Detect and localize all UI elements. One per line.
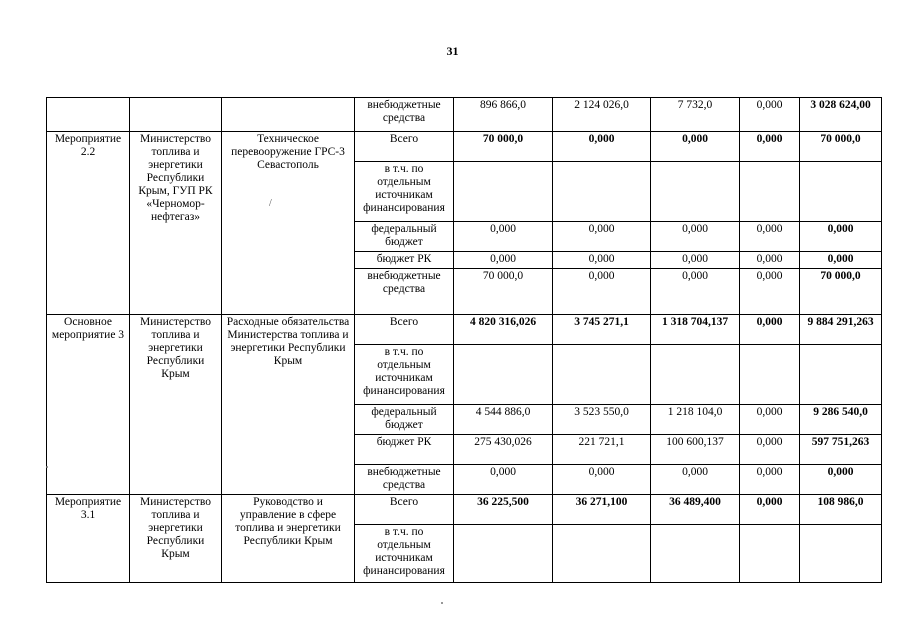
- table-row: [47, 315, 882, 345]
- source-cell: Всего: [355, 495, 454, 525]
- value-cell: 0,000: [740, 495, 800, 525]
- value-cell: [553, 345, 651, 405]
- value-cell: 0,000: [553, 465, 651, 495]
- description-cell: [222, 98, 355, 132]
- value-cell: 70 000,0: [454, 269, 553, 315]
- value-cell: 100 600,137: [651, 435, 740, 465]
- total-cell: 597 751,263: [800, 435, 882, 465]
- value-cell: 221 721,1: [553, 435, 651, 465]
- value-cell: [651, 162, 740, 222]
- value-cell: [740, 525, 800, 583]
- value-cell: [454, 345, 553, 405]
- value-cell: 0,000: [454, 465, 553, 495]
- source-cell: бюджет РК: [355, 252, 454, 269]
- value-cell: [651, 345, 740, 405]
- source-cell: внебюджетные средства: [355, 269, 454, 315]
- value-cell: [740, 162, 800, 222]
- total-cell: 0,000: [800, 252, 882, 269]
- value-cell: 3 523 550,0: [553, 405, 651, 435]
- source-cell: в т.ч. по отдельным источникам финансирования: [355, 162, 454, 222]
- value-cell: 0,000: [454, 222, 553, 252]
- executor-cell: Министерство топлива и энергетики Республики Крым: [130, 315, 222, 495]
- stray-pen-mark: /: [269, 198, 272, 209]
- value-cell: [454, 525, 553, 583]
- value-cell: 0,000: [553, 132, 651, 162]
- value-cell: 0,000: [740, 435, 800, 465]
- value-cell: 896 866,0: [454, 98, 553, 132]
- value-cell: 0,000: [651, 465, 740, 495]
- total-cell: 9 286 540,0: [800, 405, 882, 435]
- value-cell: 0,000: [740, 269, 800, 315]
- total-cell: [800, 162, 882, 222]
- value-cell: 36 489,400: [651, 495, 740, 525]
- measure-cell: Мероприятие 2.2: [47, 132, 130, 315]
- value-cell: [553, 162, 651, 222]
- value-cell: 36 225,500: [454, 495, 553, 525]
- value-cell: 0,000: [740, 252, 800, 269]
- measure-cell: [47, 98, 130, 132]
- source-cell: Всего: [355, 315, 454, 345]
- source-cell: федеральный бюджет: [355, 405, 454, 435]
- source-cell: в т.ч. по отдельным источникам финансирования: [355, 525, 454, 583]
- value-cell: 4 544 886,0: [454, 405, 553, 435]
- value-cell: 0,000: [651, 222, 740, 252]
- value-cell: 0,000: [454, 252, 553, 269]
- table-row: [47, 98, 882, 132]
- table-row: [47, 495, 882, 525]
- source-cell: в т.ч. по отдельным источникам финансирования: [355, 345, 454, 405]
- value-cell: 0,000: [651, 269, 740, 315]
- total-cell: 70 000,0: [800, 269, 882, 315]
- value-cell: 0,000: [553, 252, 651, 269]
- description-cell: Расходные обязательства Министерства топлива и энергетики Республики Крым: [222, 315, 355, 495]
- measure-cell: Мероприятие 3.1: [47, 495, 130, 583]
- source-cell: внебюджетные средства: [355, 98, 454, 132]
- stray-dot: [46, 466, 48, 468]
- stray-dot: [441, 602, 443, 604]
- value-cell: 0,000: [740, 465, 800, 495]
- executor-cell: Министерство топлива и энергетики Республики Крым: [130, 495, 222, 583]
- source-cell: бюджет РК: [355, 435, 454, 465]
- value-cell: 0,000: [651, 252, 740, 269]
- value-cell: [740, 345, 800, 405]
- value-cell: [454, 162, 553, 222]
- description-cell: Техническое перевооружение ГРС-3 Севастополь: [222, 132, 355, 315]
- description-cell: Руководство и управление в сфере топлива и энергетики Республики Крым: [222, 495, 355, 583]
- value-cell: [651, 525, 740, 583]
- value-cell: 275 430,026: [454, 435, 553, 465]
- budget-table: [46, 97, 882, 583]
- value-cell: 70 000,0: [454, 132, 553, 162]
- value-cell: 0,000: [740, 222, 800, 252]
- value-cell: 36 271,100: [553, 495, 651, 525]
- value-cell: 3 745 271,1: [553, 315, 651, 345]
- total-cell: 0,000: [800, 465, 882, 495]
- total-cell: [800, 525, 882, 583]
- total-cell: 9 884 291,263: [800, 315, 882, 345]
- value-cell: 0,000: [553, 269, 651, 315]
- value-cell: 0,000: [740, 98, 800, 132]
- value-cell: 0,000: [740, 315, 800, 345]
- value-cell: 2 124 026,0: [553, 98, 651, 132]
- value-cell: 0,000: [651, 132, 740, 162]
- value-cell: [553, 525, 651, 583]
- value-cell: 4 820 316,026: [454, 315, 553, 345]
- value-cell: 7 732,0: [651, 98, 740, 132]
- total-cell: [800, 345, 882, 405]
- value-cell: 0,000: [553, 222, 651, 252]
- total-cell: 108 986,0: [800, 495, 882, 525]
- page-number: 31: [446, 44, 459, 58]
- source-cell: федеральный бюджет: [355, 222, 454, 252]
- value-cell: 0,000: [740, 132, 800, 162]
- value-cell: 1 318 704,137: [651, 315, 740, 345]
- table-row: [47, 132, 882, 162]
- total-cell: 0,000: [800, 222, 882, 252]
- value-cell: 0,000: [740, 405, 800, 435]
- total-cell: 70 000,0: [800, 132, 882, 162]
- measure-cell: Основное мероприятие 3: [47, 315, 130, 495]
- value-cell: 1 218 104,0: [651, 405, 740, 435]
- executor-cell: Министерство топлива и энергетики Республики Крым, ГУП РК «Черномор-нефтегаз»: [130, 132, 222, 315]
- total-cell: 3 028 624,00: [800, 98, 882, 132]
- source-cell: Всего: [355, 132, 454, 162]
- source-cell: внебюджетные средства: [355, 465, 454, 495]
- executor-cell: [130, 98, 222, 132]
